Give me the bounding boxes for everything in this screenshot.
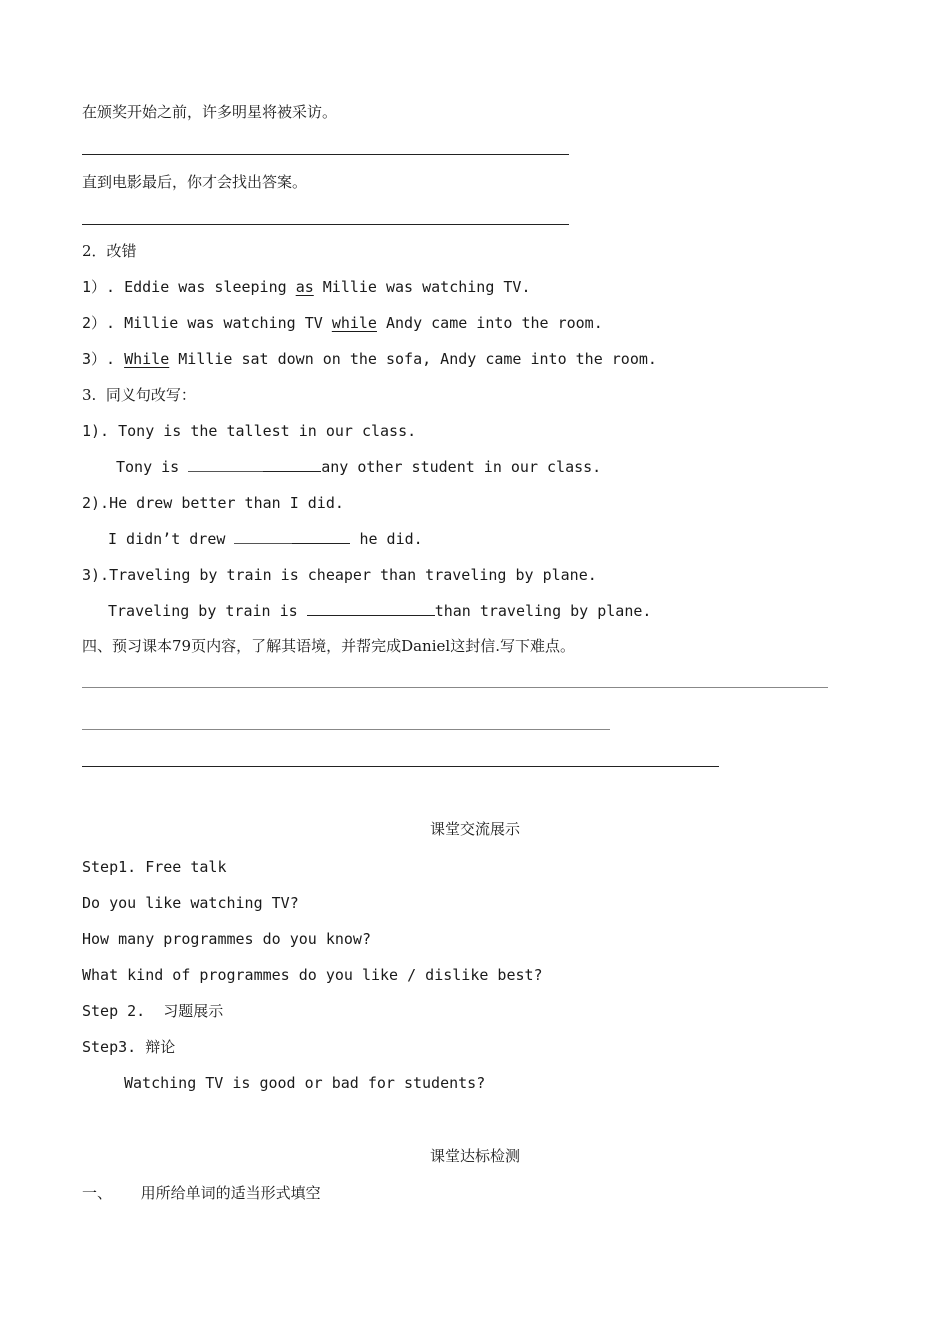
blank-input[interactable]: [188, 459, 263, 472]
step-1: Step1. Free talk: [82, 858, 227, 876]
blank-input[interactable]: [234, 531, 292, 544]
writing-line[interactable]: [82, 729, 610, 730]
writing-line[interactable]: [82, 766, 719, 767]
talk-question-2: How many programmes do you know?: [82, 930, 371, 948]
correction-item-1: 1）. Eddie was sleeping as Millie was watching TV.: [82, 278, 531, 296]
debate-topic: Watching TV is good or bad for students?: [124, 1074, 486, 1092]
preview-heading: 四、预习课本79页内容，了解其语境，并帮完成Daniel这封信.写下难点。: [82, 637, 575, 655]
correction-item-2: 2）. Millie was watching TV while Andy came into the room.: [82, 314, 603, 332]
rewrite-question-1: 1). Tony is the tallest in our class.: [82, 422, 417, 440]
translate-sentence-1: 在颁奖开始之前，许多明星将被采访。: [82, 103, 338, 121]
rewrite-question-3: 3).Traveling by train is cheaper than traveling by plane.: [82, 566, 597, 584]
step-3: Step3. 辩论: [82, 1038, 176, 1056]
translate-sentence-2: 直到电影最后，你才会找出答案。: [82, 173, 308, 191]
correction-heading: 2．改错: [82, 242, 137, 260]
blank-input[interactable]: [263, 459, 321, 472]
class-show-title: 课堂交流展示: [429, 820, 520, 838]
rewrite-answer-2: I didn’t drew he did.: [108, 530, 423, 548]
check-title: 课堂达标检测: [429, 1147, 520, 1165]
answer-line: [82, 224, 569, 225]
check-item-1: 一、 用所给单词的适当形式填空: [82, 1184, 321, 1202]
correction-item-3: 3）. While Millie sat down on the sofa, Andy came into the room.: [82, 350, 657, 368]
step-2: Step 2. 习题展示: [82, 1002, 224, 1020]
blank-input[interactable]: [292, 531, 350, 544]
talk-question-3: What kind of programmes do you like / dislike best?: [82, 966, 543, 984]
rewrite-answer-3: Traveling by train is than traveling by plane.: [108, 602, 652, 620]
writing-line[interactable]: [82, 687, 828, 688]
rewrite-answer-1: Tony is any other student in our class.: [116, 458, 602, 476]
talk-question-1: Do you like watching TV?: [82, 894, 299, 912]
answer-line: [82, 154, 569, 155]
blank-input[interactable]: [307, 603, 435, 616]
rewrite-question-2: 2).He drew better than I did.: [82, 494, 344, 512]
rewrite-heading: 3. 同义句改写：: [82, 386, 196, 404]
